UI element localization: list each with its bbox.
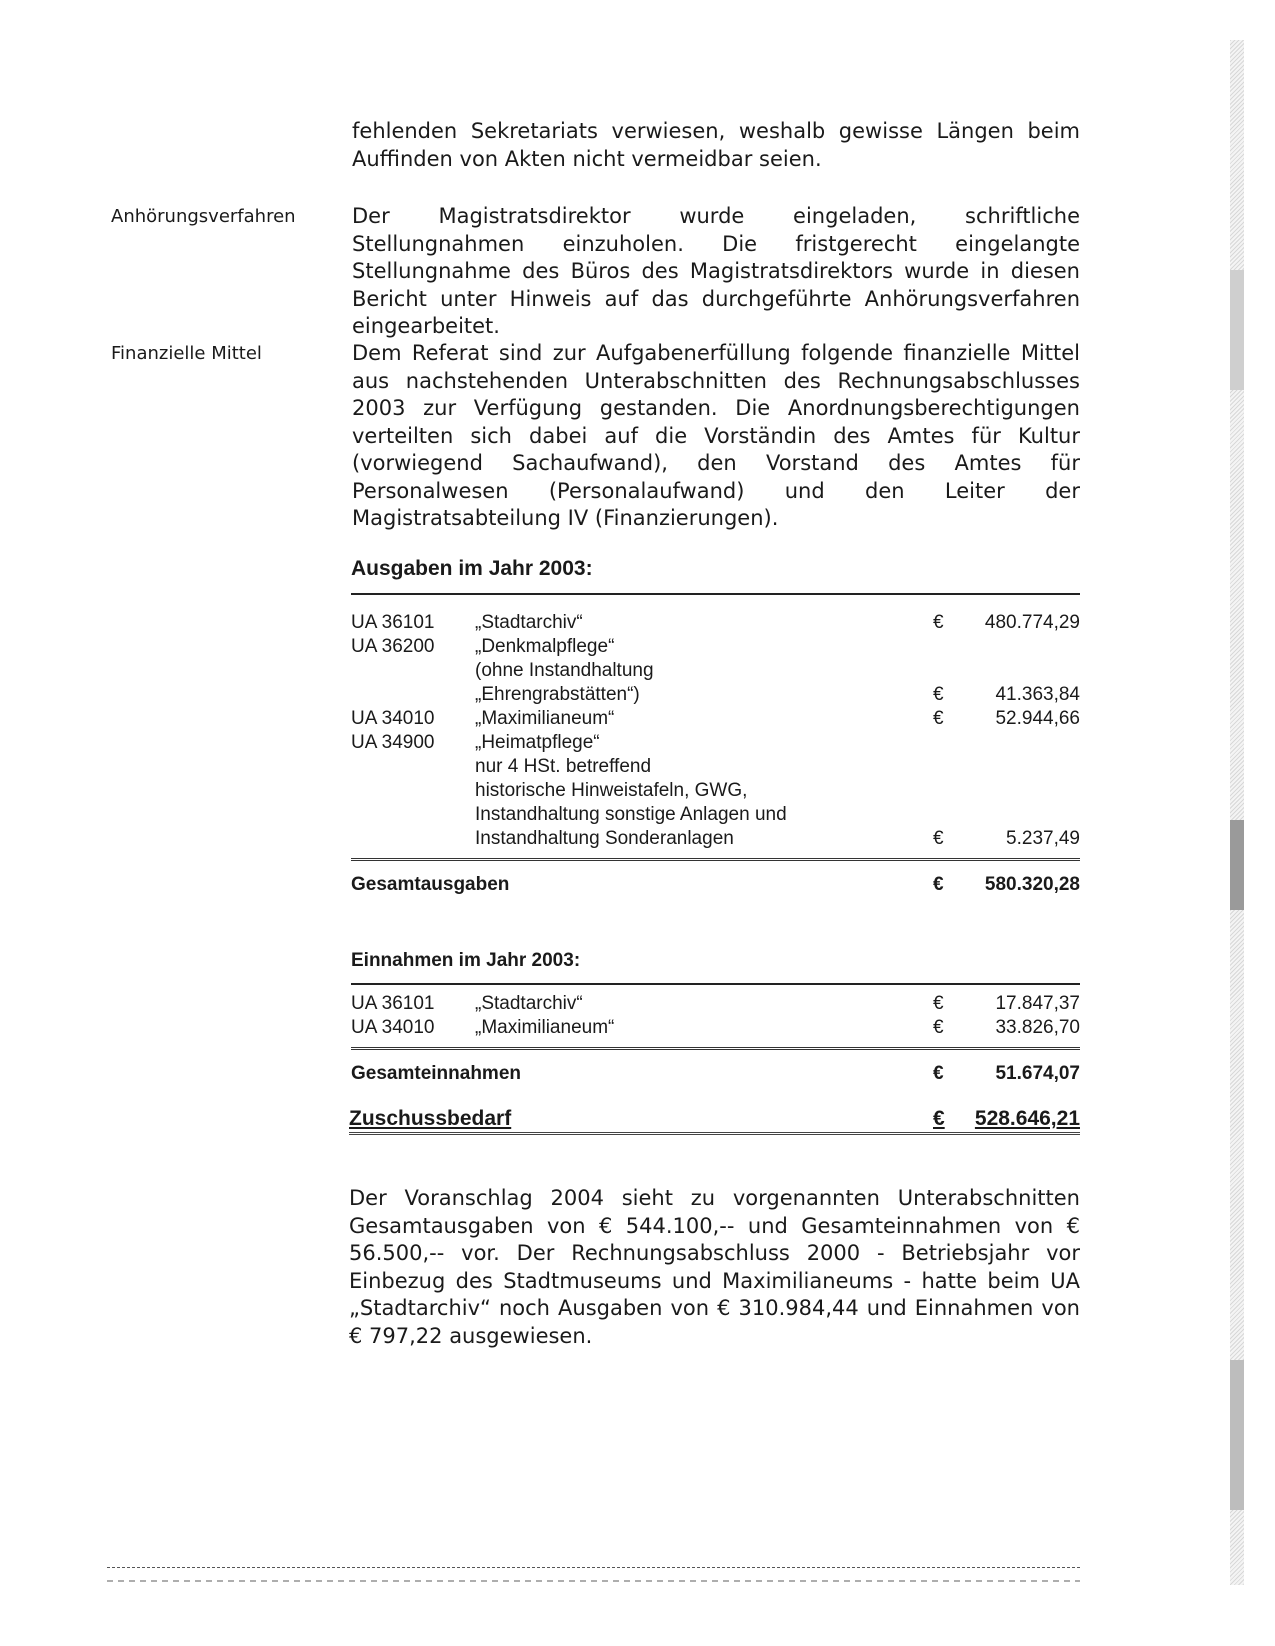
subsidy-row xyxy=(349,1107,1080,1135)
amount: 52.944,66 xyxy=(995,708,1080,729)
intro-paragraph: fehlenden Sekretariats verwiesen, weshalb gewisse Längen beim Auffinden von Akten nicht vermeidbar seien. xyxy=(352,119,1080,171)
table-row xyxy=(351,683,1080,707)
table-row xyxy=(351,635,1080,659)
ua-description: Instandhaltung Sonderanlagen xyxy=(475,828,734,849)
expenses-total-row xyxy=(351,874,1080,900)
table-row xyxy=(351,1016,1080,1040)
subsidy-underline xyxy=(349,1132,1080,1135)
ua-description: „Denkmalpflege“ xyxy=(475,636,615,657)
currency-symbol: € xyxy=(933,874,944,895)
table-row xyxy=(351,779,1080,803)
footer-divider xyxy=(107,1567,1080,1568)
subsidy-label: Zuschussbedarf xyxy=(349,1107,512,1130)
subsidy-amount: 528.646,21 xyxy=(974,1107,1080,1130)
expenses-table xyxy=(351,611,1080,851)
table-row xyxy=(351,755,1080,779)
ua-description: Instandhaltung sonstige Anlagen und xyxy=(475,804,787,825)
ua-code: UA 34010 xyxy=(351,708,435,729)
expenses-total-rule xyxy=(351,858,1080,861)
amount: 5.237,49 xyxy=(1006,828,1080,849)
currency-symbol: € xyxy=(933,1107,945,1130)
total-amount: 580.320,28 xyxy=(984,874,1080,895)
table-row xyxy=(351,731,1080,755)
ua-description: (ohne Instandhaltung xyxy=(475,660,654,681)
ua-code: UA 34010 xyxy=(351,1017,435,1038)
ua-description: historische Hinweistafeln, GWG, xyxy=(475,780,748,801)
scan-shadow xyxy=(1230,820,1244,910)
side-label-funds: Finanzielle Mittel xyxy=(111,343,262,364)
total-label: Gesamteinnahmen xyxy=(351,1063,521,1084)
currency-symbol: € xyxy=(933,1017,944,1038)
currency-symbol: € xyxy=(933,612,944,633)
amount: 41.363,84 xyxy=(995,684,1080,705)
amount: 480.774,29 xyxy=(984,612,1080,633)
side-label-hearing: Anhörungsverfahren xyxy=(111,206,296,227)
income-heading: Einnahmen im Jahr 2003: xyxy=(351,950,581,971)
scan-shadow xyxy=(1230,270,1244,390)
closing-paragraph: Der Voranschlag 2004 sieht zu vorgenannten Unterabschnitten Gesamtausgaben von € 544.100,-- und Gesamteinnahmen von € 56.500,-- vor. Der Rechnungsabschluss 2000 - Betriebsjahr vor Einbezug des Stadtmuseums und Maximilianeums - hatte beim UA „Stadtarchiv“ noch Ausgaben von € 310.984,44 und Einnahmen von € 797,22 ausgewiesen. xyxy=(349,1186,1080,1348)
ua-description: „Maximilianeum“ xyxy=(475,708,615,729)
income-total-row xyxy=(351,1063,1080,1089)
table-row xyxy=(351,803,1080,827)
ua-code: UA 36101 xyxy=(351,993,435,1014)
table-row xyxy=(351,611,1080,635)
currency-symbol: € xyxy=(933,993,944,1014)
scan-edge-artifact xyxy=(1230,40,1244,1585)
ua-description: „Heimatpflege“ xyxy=(475,732,600,753)
scan-shadow xyxy=(1230,1360,1244,1510)
ua-description: „Ehrengrabstätten“) xyxy=(475,684,640,705)
table-row xyxy=(351,992,1080,1016)
total-label: Gesamtausgaben xyxy=(351,874,510,895)
amount: 17.847,37 xyxy=(995,993,1080,1014)
currency-symbol: € xyxy=(933,828,944,849)
ua-code: UA 34900 xyxy=(351,732,435,753)
income-total-rule xyxy=(351,1047,1080,1050)
table-row xyxy=(351,827,1080,851)
ua-code: UA 36101 xyxy=(351,612,435,633)
expenses-heading: Ausgaben im Jahr 2003: xyxy=(351,557,593,580)
table-row xyxy=(351,659,1080,683)
footer-cutoff-text xyxy=(107,1578,1080,1584)
ua-description: „Stadtarchiv“ xyxy=(475,993,583,1014)
currency-symbol: € xyxy=(933,684,944,705)
total-amount: 51.674,07 xyxy=(995,1063,1080,1084)
ua-description: „Maximilianeum“ xyxy=(475,1017,615,1038)
ua-description: „Stadtarchiv“ xyxy=(475,612,583,633)
hearing-paragraph: Der Magistratsdirektor wurde eingeladen, schriftliche Stellungnahmen einzuholen. Die fristgerecht eingelangte Stellungnahme des Büros des Magistratsdirektors wurde in diesen Bericht unter Hinweis auf das durchgeführte Anhörungsverfahren eingearbeitet. xyxy=(352,204,1080,338)
currency-symbol: € xyxy=(933,708,944,729)
income-top-rule xyxy=(351,983,1080,985)
expenses-top-rule xyxy=(351,593,1080,595)
funds-paragraph: Dem Referat sind zur Aufgabenerfüllung folgende finanzielle Mittel aus nachstehenden Unterabschnitten des Rechnungsabschlusses 2003 zur Verfügung gestanden. Die Anordnungsberechtigungen verteilten sich dabei auf die Vorständin des Amtes für Kultur (vorwiegend Sachaufwand), den Vorstand des Amtes für Personalwesen (Personalaufwand) und den Leiter der Magistratsabteilung IV (Finanzierungen). xyxy=(352,341,1080,530)
ua-code: UA 36200 xyxy=(351,636,435,657)
ua-description: nur 4 HSt. betreffend xyxy=(475,756,652,777)
table-row xyxy=(351,707,1080,731)
amount: 33.826,70 xyxy=(995,1017,1080,1038)
currency-symbol: € xyxy=(933,1063,944,1084)
income-table xyxy=(351,992,1080,1040)
